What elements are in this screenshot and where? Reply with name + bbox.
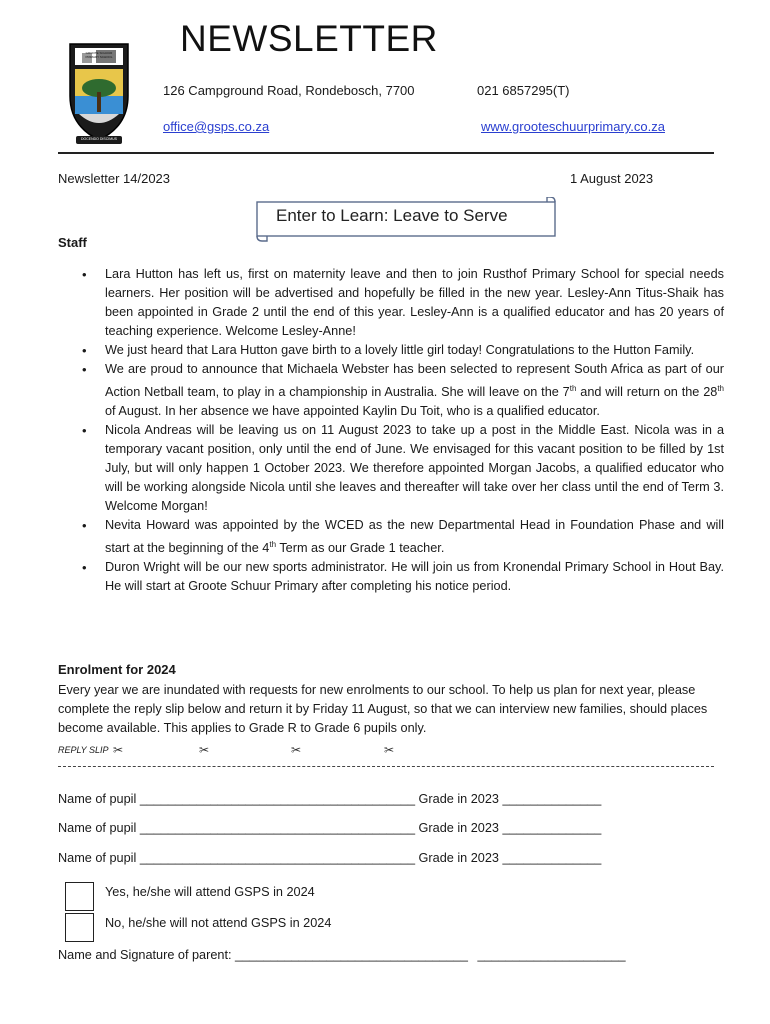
scissor-icon: ✂ (291, 743, 302, 757)
staff-bullet-list (80, 265, 724, 596)
attend-yes-label: Yes, he/she will attend GSPS in 2024 (105, 885, 315, 899)
crest-motto-text: DOCENDO DISCIMUS (81, 137, 117, 141)
motto-text: Enter to Learn: Leave to Serve (276, 206, 508, 225)
attend-no-label: No, he/she will not attend GSPS in 2024 (105, 916, 332, 930)
pupil-name-line[interactable]: _______________________________________ (139, 792, 416, 806)
parent-signature-row (58, 948, 626, 962)
staff-bullet-1 (80, 265, 724, 341)
website-link[interactable]: www.grooteschuurprimary.co.za (481, 119, 665, 134)
newsletter-number: Newsletter 14/2023 (58, 171, 171, 186)
staff-bullet-4 (80, 421, 724, 516)
pupil-row-3 (58, 851, 601, 865)
school-address: 126 Campground Road, Rondebosch, 7700 (163, 83, 415, 98)
bullet-text: Nevita Howard was appointed by the WCED as the new Departmental Head in Foundation Phase and will start at the beginning of the 4th Term as our Grade 1 teacher. (105, 518, 724, 556)
pupil-label: Name of pupil (58, 851, 137, 865)
school-crest-logo (66, 36, 132, 146)
pupil-row-2 (58, 821, 601, 835)
attend-no-checkbox[interactable] (65, 913, 94, 942)
cut-line (58, 766, 714, 767)
parent-name-line[interactable]: _________________________________ (235, 948, 468, 962)
staff-bullet-6 (80, 558, 724, 596)
parent-label: Name and Signature of parent: (58, 948, 232, 962)
newsletter-date: 1 August 2023 (570, 171, 654, 186)
bullet-text: We are proud to announce that Michaela Webster has been selected to represent South Africa as part of our Action Netball team, to play in a championship in Australia. She will leave on the 7th and will return on the 28th of August. In her absence we have appointed Kaylin Du Toit, who is a qualified educator. (105, 362, 724, 419)
grade-label: Grade in 2023 (418, 792, 499, 806)
grade-line[interactable]: ______________ (502, 851, 602, 865)
grade-line[interactable]: ______________ (502, 821, 602, 835)
header-divider (58, 152, 714, 154)
pupil-row-1 (58, 792, 601, 806)
attend-yes-checkbox[interactable] (65, 882, 94, 911)
staff-heading: Staff (58, 235, 87, 250)
bullet-text: Nicola Andreas will be leaving us on 11 August 2023 to take up a post in the Middle East. Nicola was in a temporary vacant position, only until the end of June. We envisaged for this vacant position to be filled by 1st July, but will only happen 1 October 2023. We therefore appointed Morgan Jacobs, a qualified educator who will be working alongside Nicola until she leaves and thereafter will take over her class until the end of Term 3. Welcome Morgan! (105, 423, 724, 514)
bullet-text: Duron Wright will be our new sports administrator. He will join us from Kronendal Primary School in Hout Bay. He will start at Groote Schuur Primary after completing his notice period. (105, 560, 724, 594)
pupil-label: Name of pupil (58, 821, 137, 835)
enrolment-text: Every year we are inundated with requests for new enrolments to our school. To help us plan for next year, please complete the reply slip below and return it by Friday 11 August, so that we can interview new families, should places become available. This applies to Grade R to Grade 6 pupils only. (58, 683, 708, 735)
grade-label: Grade in 2023 (418, 851, 499, 865)
school-phone: 021 6857295(T) (477, 83, 570, 98)
grade-label: Grade in 2023 (418, 821, 499, 835)
bullet-text: Lara Hutton has left us, first on maternity leave and then to join Rusthof Primary School for special needs learners. Her position will be advertised and hopefully be filled in the new year. Lesley-Ann Titus-Shaik has been appointed in Grade 2 until the end of this year. Lesley-Ann is a qualified educator and has 20 years of teaching experience. Welcome Lesley-Anne! (105, 267, 724, 338)
newsletter-title: NEWSLETTER (180, 18, 438, 59)
scissor-icon: ✂ (199, 743, 210, 757)
scissor-icon: ✂ (384, 743, 395, 757)
crest-top-text: GROOTE SCHUUR PRIMARY SCHOOL (85, 51, 113, 59)
bullet-text: We just heard that Lara Hutton gave birth to a lovely little girl today! Congratulations to the Hutton Family. (105, 343, 695, 357)
enrolment-heading: Enrolment for 2024 (58, 662, 176, 677)
pupil-label: Name of pupil (58, 792, 137, 806)
email-link[interactable]: office@gsps.co.za (163, 119, 270, 134)
scissor-icon: ✂ (113, 743, 124, 757)
staff-bullet-2 (80, 341, 724, 360)
grade-line[interactable]: ______________ (502, 792, 602, 806)
pupil-name-line[interactable]: _______________________________________ (139, 821, 416, 835)
staff-bullet-3 (80, 360, 724, 421)
parent-signature-line[interactable]: _____________________ (477, 948, 626, 962)
pupil-name-line[interactable]: _______________________________________ (139, 851, 416, 865)
staff-bullet-5 (80, 516, 724, 558)
reply-slip-label: REPLY SLIP (58, 745, 109, 755)
